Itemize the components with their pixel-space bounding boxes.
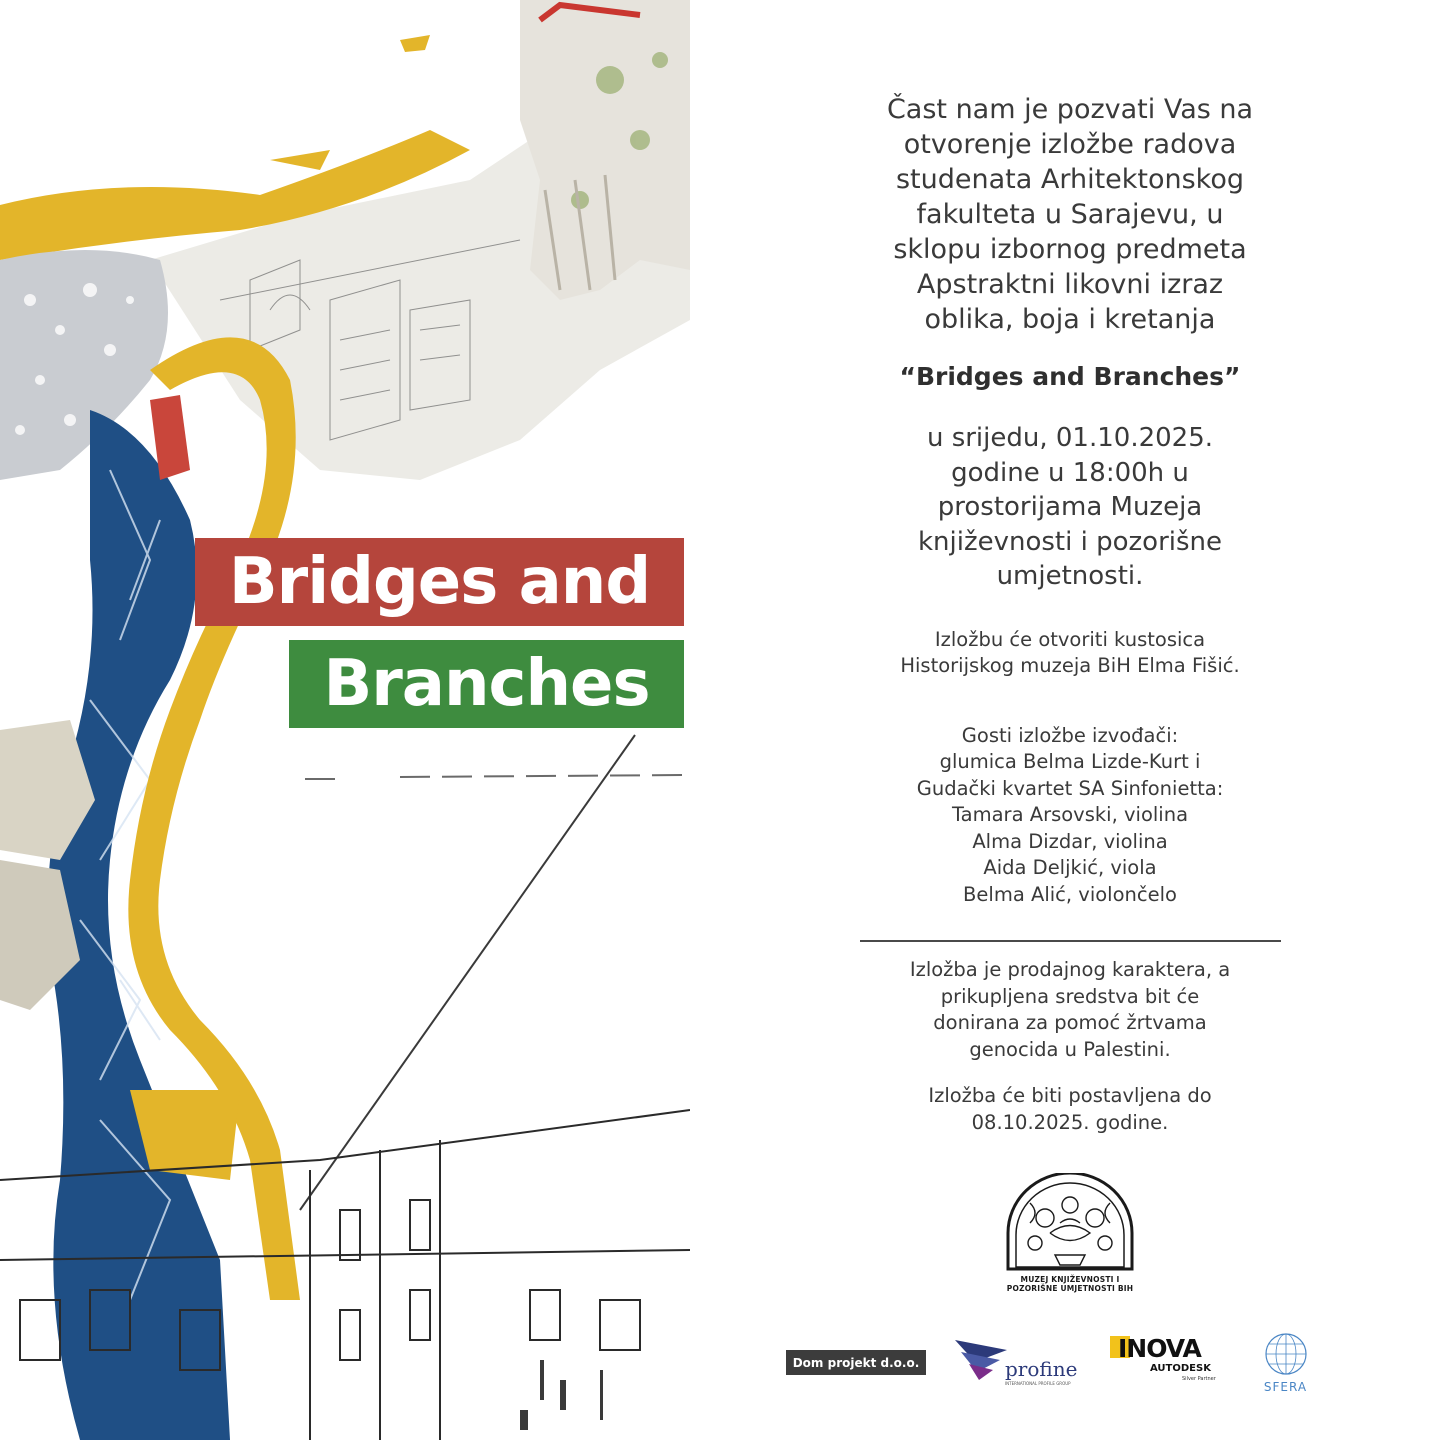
date-location <box>860 421 1280 594</box>
profine-logo-icon <box>955 1338 1010 1383</box>
sfera-logo <box>1248 1330 1323 1400</box>
duration-line: Izložba će biti postavljena do <box>928 1084 1212 1107</box>
sfera-globe-icon <box>1261 1330 1311 1376</box>
lead-line: Apstraktni likovni izraz <box>916 269 1224 300</box>
sale-line: prikupljena sredstva bit će <box>940 984 1200 1008</box>
inova-logo <box>1110 1336 1220 1386</box>
date-line: u srijedu, 01.10.2025. <box>926 423 1214 453</box>
lead-line: studenata Arhitektonskog <box>895 164 1245 195</box>
title-line1: Bridges and <box>228 545 651 619</box>
invitation-lower-text <box>860 957 1280 1136</box>
lead-paragraph <box>860 92 1280 337</box>
guest-line: Gosti izložbe izvođači: <box>961 723 1179 747</box>
lead-line: fakulteta u Sarajevu, u <box>916 199 1224 230</box>
guest-line: Aida Deljkić, viola <box>983 856 1157 879</box>
date-line: književnosti i pozorišne <box>917 526 1222 557</box>
opening-line: Izložbu će otvoriti kustosica <box>934 627 1206 651</box>
exhibition-title: “Bridges and Branches” <box>899 362 1241 391</box>
sale-note <box>860 957 1280 1063</box>
diagonal-wire-line <box>300 735 635 1210</box>
profine-subtitle: INTERNATIONAL PROFILE GROUP <box>1005 1381 1071 1386</box>
sale-line: genocida u Palestini. <box>969 1037 1171 1061</box>
opening-note <box>860 627 1280 680</box>
title-band-line1 <box>195 538 684 626</box>
guest-line: Alma Dizdar, violina <box>972 829 1168 853</box>
section-divider <box>860 940 1281 942</box>
lead-line: sklopu izbornog predmeta <box>893 234 1247 265</box>
dom-projekt-logo: Dom projekt d.o.o. <box>786 1350 926 1375</box>
collage-artwork <box>0 0 690 1440</box>
lead-line: oblika, boja i kretanja <box>924 304 1216 335</box>
guest-line: glumica Belma Lizde-Kurt i <box>939 750 1201 773</box>
date-line: umjetnosti. <box>996 561 1144 591</box>
date-line: godine u 18:00h u <box>951 457 1189 488</box>
invitation-text <box>860 92 1280 908</box>
duration-line: 08.10.2025. godine. <box>971 1110 1169 1134</box>
museum-logo <box>1000 1173 1140 1301</box>
hand-sculpture-shape <box>520 0 690 300</box>
duration-note <box>860 1083 1280 1136</box>
sponsor-logos <box>780 1330 1340 1400</box>
lead-line: Čast nam je pozvati Vas na <box>886 94 1254 125</box>
sfera-wordmark: SFERA <box>1263 1380 1308 1394</box>
date-line: prostorijama Muzeja <box>937 492 1203 522</box>
inova-wordmark: INOVA <box>1118 1334 1201 1363</box>
museum-arch-icon <box>1000 1173 1140 1271</box>
lead-line: otvorenje izložbe radova <box>903 129 1237 160</box>
profine-logo <box>955 1336 1085 1386</box>
guest-line: Belma Alić, violončelo <box>963 882 1177 906</box>
title-line2: Branches <box>323 647 650 721</box>
title-band-line2 <box>289 640 684 728</box>
silver-partner-label: Silver Partner <box>1182 1376 1216 1382</box>
profine-wordmark: profine <box>1005 1357 1078 1381</box>
guest-line: Tamara Arsovski, violina <box>951 803 1189 826</box>
museum-caption-line1: MUZEJ KNJIŽEVNOSTI I <box>1020 1275 1120 1284</box>
autodesk-wordmark: AUTODESK <box>1150 1363 1211 1374</box>
opening-line: Historijskog muzeja BiH Elma Fišić. <box>900 654 1240 677</box>
guest-line: Gudački kvartet SA Sinfonietta: <box>916 776 1224 800</box>
museum-caption-line2: POZORIŠNE UMJETNOSTI BIH <box>1006 1284 1134 1293</box>
guests-list <box>860 723 1280 909</box>
sale-line: Izložba je prodajnog karaktera, a <box>909 958 1231 981</box>
sale-line: donirana za pomoć žrtvama <box>933 1011 1207 1034</box>
